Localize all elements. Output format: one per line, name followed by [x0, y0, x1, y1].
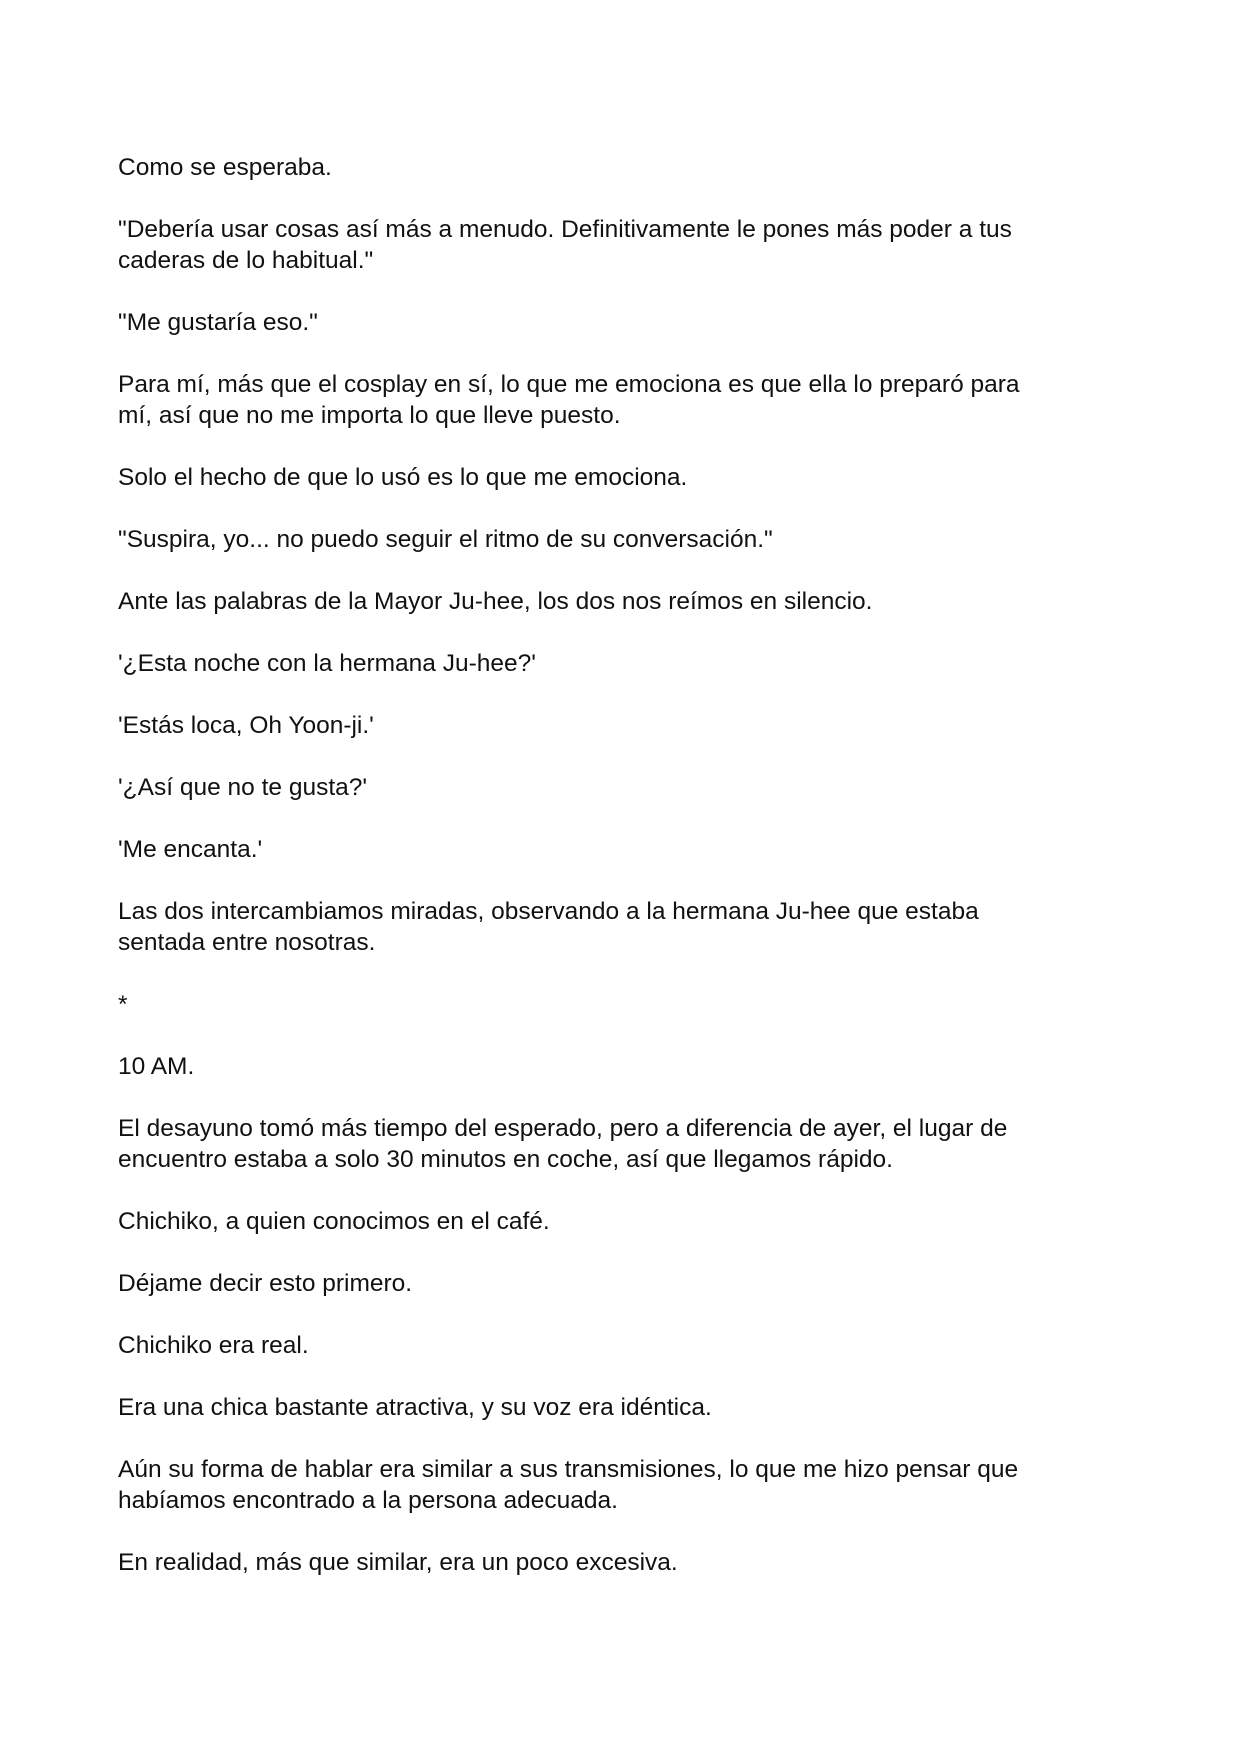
- paragraph: "Suspira, yo... no puedo seguir el ritmo de su conversación.": [118, 526, 773, 553]
- paragraph: '¿Esta noche con la hermana Ju-hee?': [118, 650, 536, 677]
- paragraph: Era una chica bastante atractiva, y su voz era idéntica.: [118, 1394, 712, 1421]
- paragraph: Déjame decir esto primero.: [118, 1270, 413, 1297]
- document-body: [118, 152, 1128, 1609]
- paragraph: '¿Así que no te gusta?': [118, 774, 368, 801]
- paragraph: "Debería usar cosas así más a menudo. Definitivamente le pones más poder a tus caderas de lo habitual.": [118, 216, 1012, 274]
- paragraph: Chichiko era real.: [118, 1332, 309, 1359]
- paragraph: Las dos intercambiamos miradas, observando a la hermana Ju-hee que estaba sentada entre nosotras.: [118, 898, 979, 956]
- paragraph: Ante las palabras de la Mayor Ju-hee, los dos nos reímos en silencio.: [118, 588, 873, 615]
- paragraph: 'Me encanta.': [118, 836, 263, 863]
- paragraph: 10 AM.: [118, 1053, 195, 1080]
- section-break: *: [118, 991, 128, 1018]
- paragraph: Chichiko, a quien conocimos en el café.: [118, 1208, 550, 1235]
- paragraph: El desayuno tomó más tiempo del esperado, pero a diferencia de ayer, el lugar de encuentro estaba a solo 30 minutos en coche, así que llegamos rápido.: [118, 1115, 1008, 1173]
- paragraph: Aún su forma de hablar era similar a sus transmisiones, lo que me hizo pensar que habíamos encontrado a la persona adecuada.: [118, 1456, 1019, 1514]
- paragraph: Para mí, más que el cosplay en sí, lo que me emociona es que ella lo preparó para mí, así que no me importa lo que lleve puesto.: [118, 371, 1020, 429]
- paragraph: En realidad, más que similar, era un poco excesiva.: [118, 1549, 678, 1576]
- paragraph: Como se esperaba.: [118, 154, 332, 181]
- paragraph: Solo el hecho de que lo usó es lo que me emociona.: [118, 464, 688, 491]
- paragraph: "Me gustaría eso.": [118, 309, 318, 336]
- paragraph: 'Estás loca, Oh Yoon-ji.': [118, 712, 374, 739]
